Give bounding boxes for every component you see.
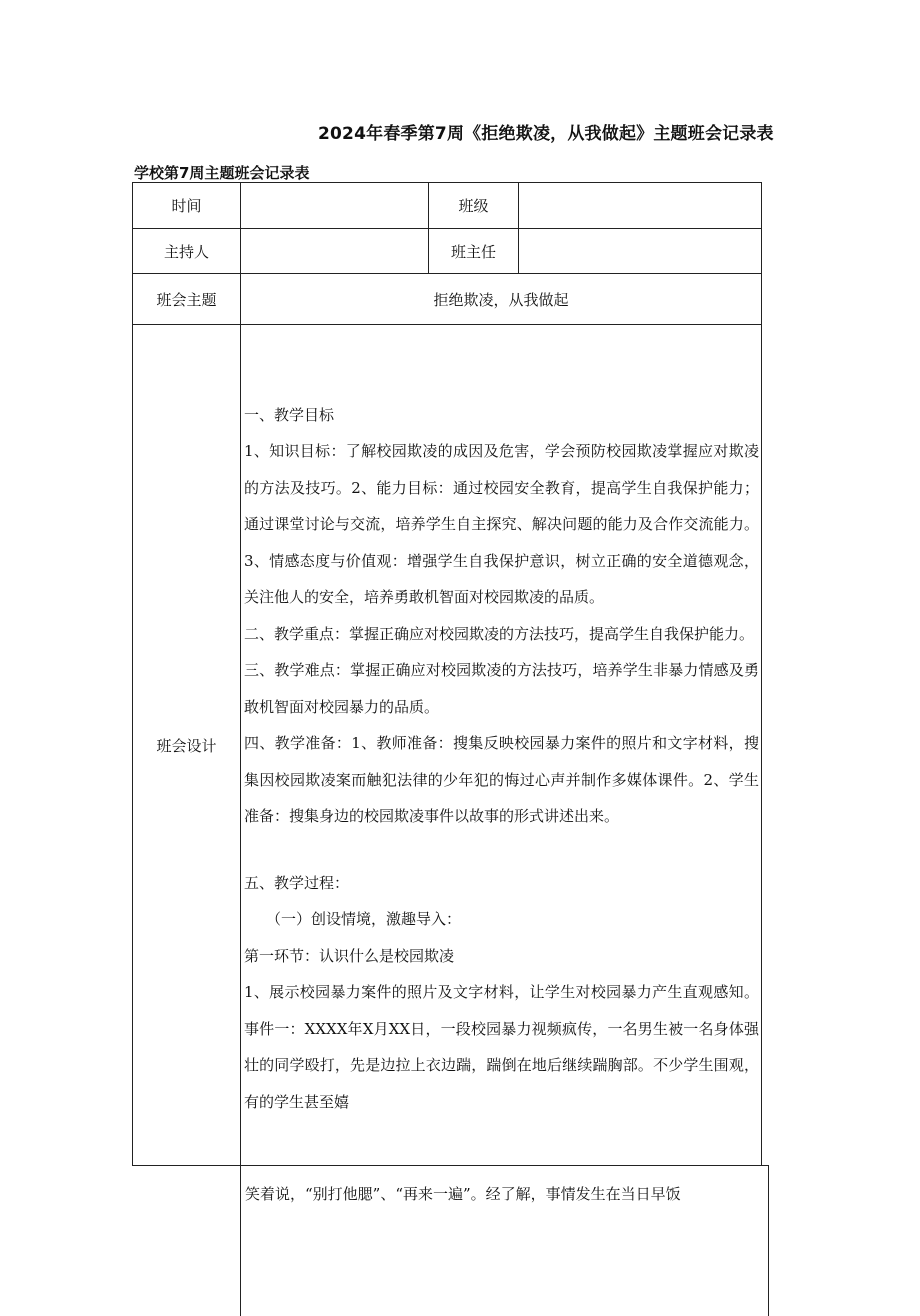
document-title: 2024年春季第7周《拒绝欺凌，从我做起》主题班会记录表 [318,124,774,144]
table-row-time [133,183,762,229]
key-point: 二、教学重点：掌握正确应对校园欺凌的方法技巧，提高学生自我保护能力。 [244,624,755,643]
time-value [241,183,429,229]
meeting-record-table [132,182,762,1166]
class-label: 班级 [429,183,519,229]
class-value [519,183,762,229]
continuation-box [240,1165,769,1316]
host-label: 主持人 [133,229,241,274]
table-row-theme [133,274,762,325]
document-subtitle: 学校第7周主题班会记录表 [134,164,310,182]
goal-heading: 一、教学目标 [244,405,335,424]
teacher-value [519,229,762,274]
teacher-label: 班主任 [429,229,519,274]
table-row-host [133,229,762,274]
goal-text: 1、知识目标：了解校园欺凌的成因及危害，学会预防校园欺凌掌握应对欺凌的方法及技巧。2、能力目标：通过校园安全教育，提高学生自我保护能力；通过课堂讨论与交流，培养学生自主探究、解决问题的能力及合作交流能力。3、情感态度与价值观：增强学生自我保护意识，树立正确的安全道德观念，关注他人的安全，培养勇敢机智面对校园欺凌的品质。 [244,442,759,607]
theme-value: 拒绝欺凌，从我做起 [241,274,762,325]
time-label: 时间 [133,183,241,229]
host-value [241,229,429,274]
preparation: 四、教学准备：1、教师准备：搜集反映校园暴力案件的照片和文字材料，搜集因校园欺凌案而触犯法律的少年犯的悔过心声并制作多媒体课件。2、学生准备：搜集身边的校园欺凌事件以故事的形式讲述出来。 [244,734,759,826]
theme-label: 班会主题 [133,274,241,325]
design-content [241,325,762,1166]
table-row-design [133,325,762,1166]
paragraph-gap [244,835,759,865]
process-subheading: （一）创设情境，激趣导入： [266,910,462,929]
process-heading: 五、教学过程： [244,873,350,892]
difficulty: 三、教学难点：掌握正确应对校园欺凌的方法技巧，培养学生非暴力情感及勇敢机智面对校园暴力的品质。 [244,661,759,716]
stage-one-heading: 第一环节：认识什么是校园欺凌 [244,946,455,965]
stage-one-text: 1、展示校园暴力案件的照片及文字材料，让学生对校园暴力产生直观感知。事件一：XXXX年X月XX日，一段校园暴力视频疯传，一名男生被一名身体强壮的同学殴打，先是边拉上衣边踹，踹倒在地后继续踹胸部。不少学生围观，有的学生甚至嬉 [244,983,759,1111]
continuation-text: 笑着说，“别打他腮”、“再来一遍”。经了解，事情发生在当日早饭 [245,1185,681,1203]
design-label: 班会设计 [133,325,241,1166]
